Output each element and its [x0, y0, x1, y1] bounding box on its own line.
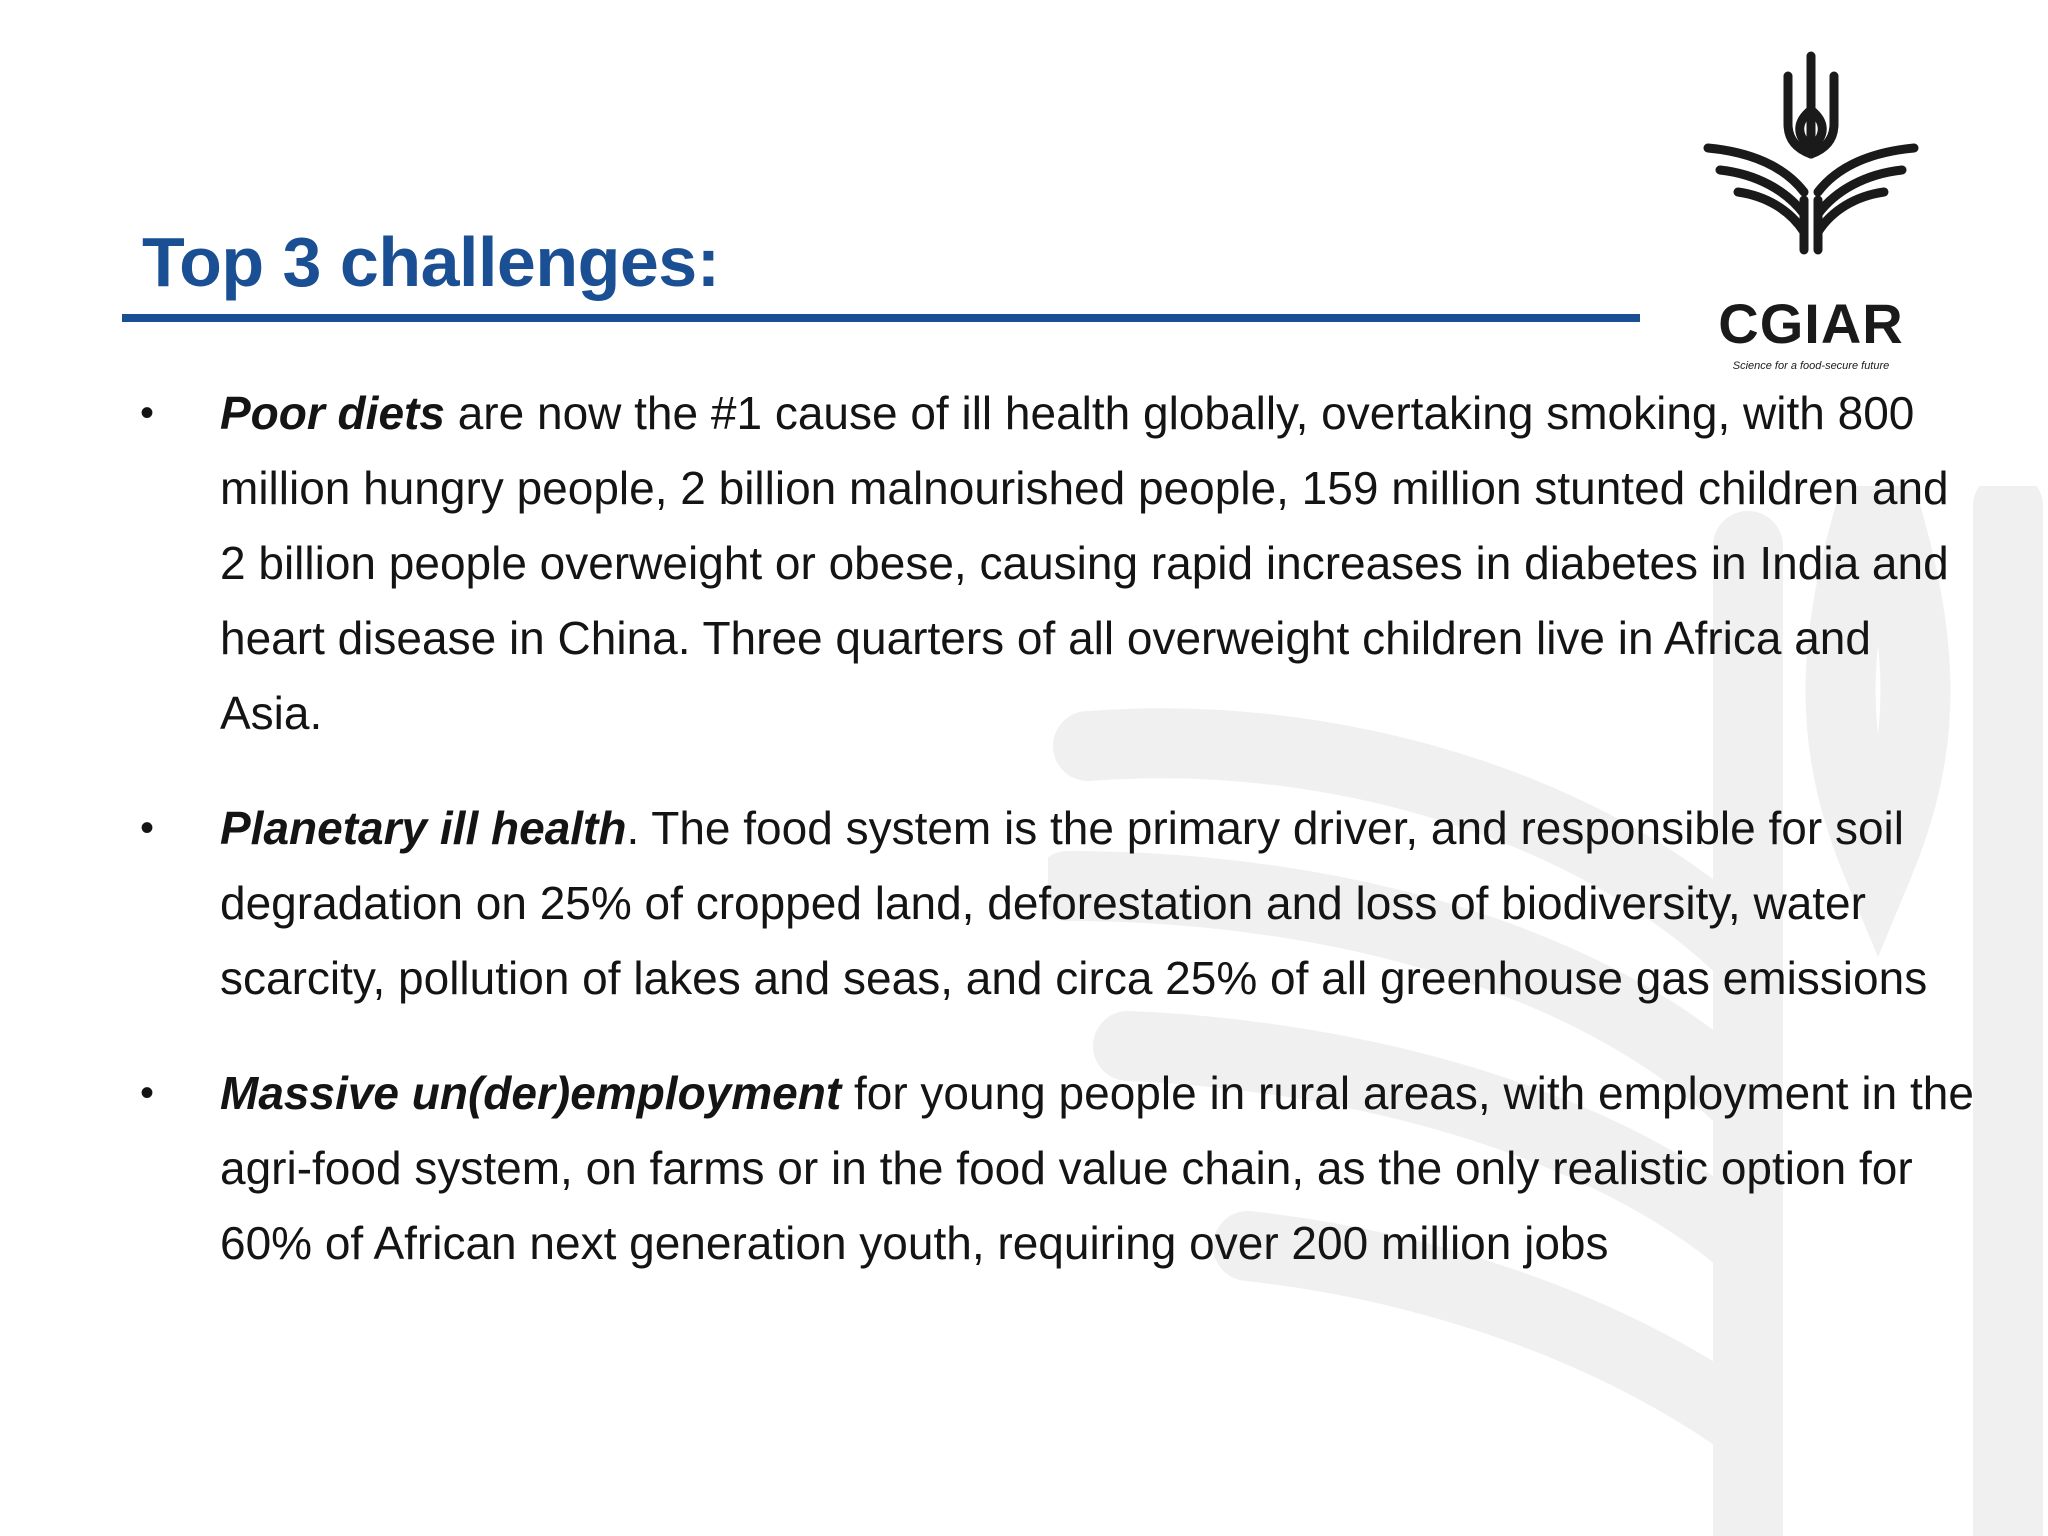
challenges-list — [130, 376, 1980, 1321]
challenge-lead: Planetary ill health — [220, 802, 627, 854]
challenge-text: are now the #1 cause of ill health globally, overtaking smoking, with 800 million hungry people, 2 billion malnourished people, 159 million stunted children and 2 billion people overweight or obese, causing rapid increases in diabetes in India and heart disease in China. Three quarters of all overweight children live in Africa and Asia. — [220, 387, 1949, 739]
challenge-item-underemployment — [130, 1056, 1980, 1281]
challenge-item-poor-diets — [130, 376, 1980, 751]
challenge-text: . The food system is the primary driver, and responsible for soil degradation on 25% of cropped land, deforestation and loss of biodiversity, water scarcity, pollution of lakes and seas, and circa 25% of all greenhouse gas emissions — [220, 802, 1928, 1004]
challenge-text: for young people in rural areas, with employment in the agri-food system, on farms or in the food value chain, as the only realistic option for 60% of African next generation youth, requiring over 200 million jobs — [220, 1067, 1974, 1269]
bullet-icon: • — [140, 1071, 155, 1115]
slide-title: Top 3 challenges: — [142, 223, 720, 301]
challenge-lead: Massive un(der)employment — [220, 1067, 842, 1119]
logo-wordmark: CGIAR — [1718, 292, 1904, 355]
cgiar-logo — [1700, 50, 1922, 372]
title-underline — [122, 314, 1640, 322]
logo-tagline: Science for a food-secure future — [1732, 360, 1890, 372]
wheat-wings-logo-icon — [1700, 50, 1922, 255]
bullet-icon: • — [140, 391, 155, 435]
bullet-icon: • — [140, 806, 155, 850]
challenge-item-planetary-ill-health — [130, 791, 1980, 1016]
challenge-lead: Poor diets — [220, 387, 445, 439]
